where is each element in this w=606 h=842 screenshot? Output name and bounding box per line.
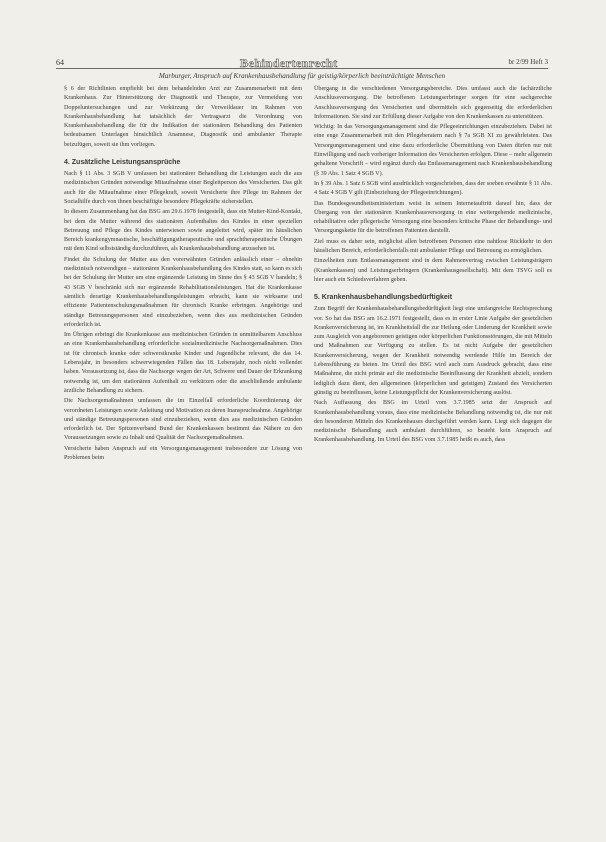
journal-title-text: Behindertenrecht [240, 56, 338, 70]
header-rule [56, 68, 548, 69]
paragraph: § 6 der Richtlinien empfiehlt bei dem behandelnden Arzt zur Zusammenarbeit mit dem Krankenhaus. Zur Hinterstützung der Diagnostik und Therapie, zur Vermeidung von Doppeluntersuchungen und zur Verkürzung der Verweildauer im Rahmen von Krankenhausbehandlung hat tatsächlich der Vertragsarzt die Verordnung von Krankenhausbehandlung die für die Indikation der stationären Behandlung des Patienten bedeutsamen Unterlagen hinsichtlich Anamnese, Diagnostik und ambulanter Therapie beizufügen, soweit sie ihm vorliegen. [64, 86, 302, 148]
paragraph: Einzelheiten zum Entlassmanagement sind in dem Rahmenvertrag zwischen Leistungsträgern (Krankenkassen) und Leistungserbringern (Krankenhausgesellschaft). Mit dem TSVG soll es hier auch ein Schiedsverfahren geben. [314, 258, 552, 283]
article-subtitle: Marburger, Anspruch auf Krankenhausbehandlung für geistig/körperlich beeinträchtigte Menschen [158, 72, 446, 80]
left-column [64, 85, 302, 464]
right-column [314, 85, 552, 447]
journal-title [240, 54, 370, 68]
paragraph: Versicherte haben Anspruch auf ein Versorgungsmanagement insbesondere zur Lösung von Problemen beim [64, 445, 302, 461]
paragraph: In § 39 Abs. 1 Satz 6 SGB wird ausdrücklich vorgeschrieben, dass der soeben erwähnte § 11 Abs. 4 Satz 4 SGB V gilt (Einbeziehung der Pflegeeinrichtungen). [314, 180, 552, 197]
paragraph: Im Übrigen erbringt die Krankenkasse aus medizinischen Gründen in unmittelbarem Anschluss an eine Krankenhausbehandlung erforderliche sozialmedizinische Nachsorgemaßnahmen. Dies ist für chronisch kranke oder schwerstkranke Kinder und Jugendliche relevant, die das 14. Lebensjahr, in besonders schwerwiegenden Fällen das 18. Lebensjahr, noch nicht vollendet haben. Voraussetzung ist, dass die Nachsorge wegen der Art, Schwere und Dauer der Erkrankung notwendig ist, um den stationären Aufenthalt zu verkürzen oder die anschließende ambulante ärztliche Behandlung zu sichern. [64, 332, 302, 394]
issue-label: br 2/99 Heft 3 [508, 58, 548, 66]
paragraph: Die Nachsorgemaßnahmen umfassen die im Einzelfall erforderliche Koordinierung der verordneten Leistungen sowie Anleitung und Motivation zu deren Inanspruchnahme. Angehörige und ständige Betreuungspersonen sind einzubeziehen, wenn dies aus medizinischen Gründen erforderlich ist. Der Spitzenverband Bund der Krankenkassen bestimmt das Nähere zu den Voraussetzungen sowie zu Inhalt und Qualität der Nachsorgemaßnahmen. [64, 398, 302, 442]
paragraph: Übergang in die verschiedenen Versorgungsbereiche. Dies umfasst auch die fachärztliche Anschlussversorgung. Die betroffenen Leistungserbringer sorgen für eine sachgerechte Anschlussversorgung des Versicherten und übermitteln sich gegenseitig die erforderlichen Informationen. Sie sind zur Erfüllung dieser Aufgabe von den Krankenkassen zu unterstützen. [314, 86, 552, 120]
page-number: 64 [56, 58, 64, 67]
paragraph: Zum Begriff der Krankenhausbehandlungsbedürftigkeit liegt eine umfangreiche Rechtsprechung vor. So hat das BSG am 16.2.1971 festgestellt, dass es in erster Linie Aufgabe der gesetzlichen Krankenversicherung ist, im Krankheitsfall die zur Heilung oder Linderung der Krankheit sowie zum Ausgleich von angeborenen geistigen oder körperlichen Funktionsstörungen, die mit Mitteln und Maßnahmen zur Verfügung zu stellen. Es ist nicht Aufgabe der gesetzlichen Krankenversicherung, wegen der Krankheit notwendig werdende Hilfe im Bereich der Lebensführung zu bieten. Im Urteil des BSG wird auch zum Ausdruck gebracht, dass eine Maßnahme, die nicht primär auf die medizinische Beeinflussung der Krankheit abzielt, sondern lediglich dazu dient, den allgemeinen (körperlichen und geistigen) Zustand des Versicherten günstig zu beeinflussen, keine Leistungspflicht der Krankenversicherung auslöst. [314, 306, 552, 396]
paragraph: In diesem Zusammenhang hat das BSG am 29.6.1978 festgestellt, dass ein Mutter-Kind-Kontakt, bei dem die Mutter während des stationären Aufenthaltes des Kindes in einer speziellen Betreuung und Pflege des Kindes unterwiesen sowie angeleitet wird, später im häuslichen Bereich krankengymnastische, beschäftigungstherapeutische und sprachtherapeutische Übungen mit dem Kind selbstständig durchzuführen, als Krankenhausbehandlung anzusehen ist. [64, 209, 302, 253]
paragraph: Findet die Schulung der Mutter aus den vorerwähnten Gründen anlässlich einer – ohnehin medizinisch notwendigen – stationären Krankenhausbehandlung des Kindes statt, so kann es sich bei der Schulung der Mutter um eine ergänzende Leistung im Sinne des § 43 SGB V handeln; § 43 SGB V beschränkt sich nur ergänzende Rehabilitationsleistungen. Hat die Krankenkasse sämtlich derartige Krankenhausbehandlungsleistungen erbracht, kann sie wirksame und effiziente Patientenschulungsmaßnahmen für chronisch Kranke erbringen. Angehörige und ständige Betreuungspersonen sind einzubeziehen, wenn dies aus medizinischen Gründen erforderlich ist. [64, 256, 302, 328]
section-heading: 4. Zusätzliche Leistungsansprüche [64, 159, 181, 167]
paragraph: Das Bundesgesundheitsministerium weist in seinem Internetauftritt darauf hin, dass der Übergang von der stationären Krankenhausversorgung in eine weitergehende medizinische, rehabilitative oder pflegerische Versorgung eine besonders kritische Phase der Behandlungs- und Versorgungskette für die betroffenen Patienten darstellt. [314, 200, 552, 235]
paragraph: Nach Auffassung des BSG im Urteil vom 3.7.1985 setzt der Anspruch auf Krankenhausbehandlung voraus, dass eine medizinische Behandlung notwendig ist, die nur mit den besonderen Mitteln des Krankenhauses durchgeführt werden kann. Liegt sich dagegen die medizinische Behandlung auch ambulant durchführen, so besteht kein Anspruch auf Krankenhausbehandlung. Im Urteil des BSG vom 3.7.1985 heißt es auch, dass [314, 400, 552, 444]
section-heading: 5. Krankenhausbehandlungsbedürftigkeit [314, 294, 453, 302]
paragraph: Nach § 11 Abs. 3 SGB V umfassen bei stationärer Behandlung die Leistungen auch die aus medizinischen Gründen notwendige Mitaufnahme einer Begleitperson des Versicherten. Das gilt auch für die Mitaufnahme einer Pflegekraft, soweit Versicherte ihre Pflege im Rahmen der Sozialhilfe durch von ihnen beschäftigte besondere Pflegekräfte sicherstellen. [64, 171, 302, 205]
paragraph: Ziel muss es daher sein, möglichst allen betroffenen Personen eine nahtlose Rückkehr in den häuslichen Bereich, erforderlichenfalls mit ambulanter Pflege und Betreuung zu ermöglichen. [314, 238, 552, 255]
paragraph: Wichtig: In das Versorgungsmanagement sind die Pflegeeinrichtungen einzubeziehen. Dabei ist eine enge Zusammenarbeit mit den Pflegeberatern nach § 7a SGB XI zu gewährleisten. Das Versorgungsmanagement und eine dazu erforderliche Übermittlung von Daten dürfen nur mit Einwilligung und nach vorheriger Information des Versicherten erfolgen. Diese – mehr allgemein gehaltene Vorschrift – wird ergänzt durch das Entlassmanagement nach Krankenhausbehandlung (§ 39 Abs. 1 Satz 4 SGB V). [314, 124, 552, 177]
